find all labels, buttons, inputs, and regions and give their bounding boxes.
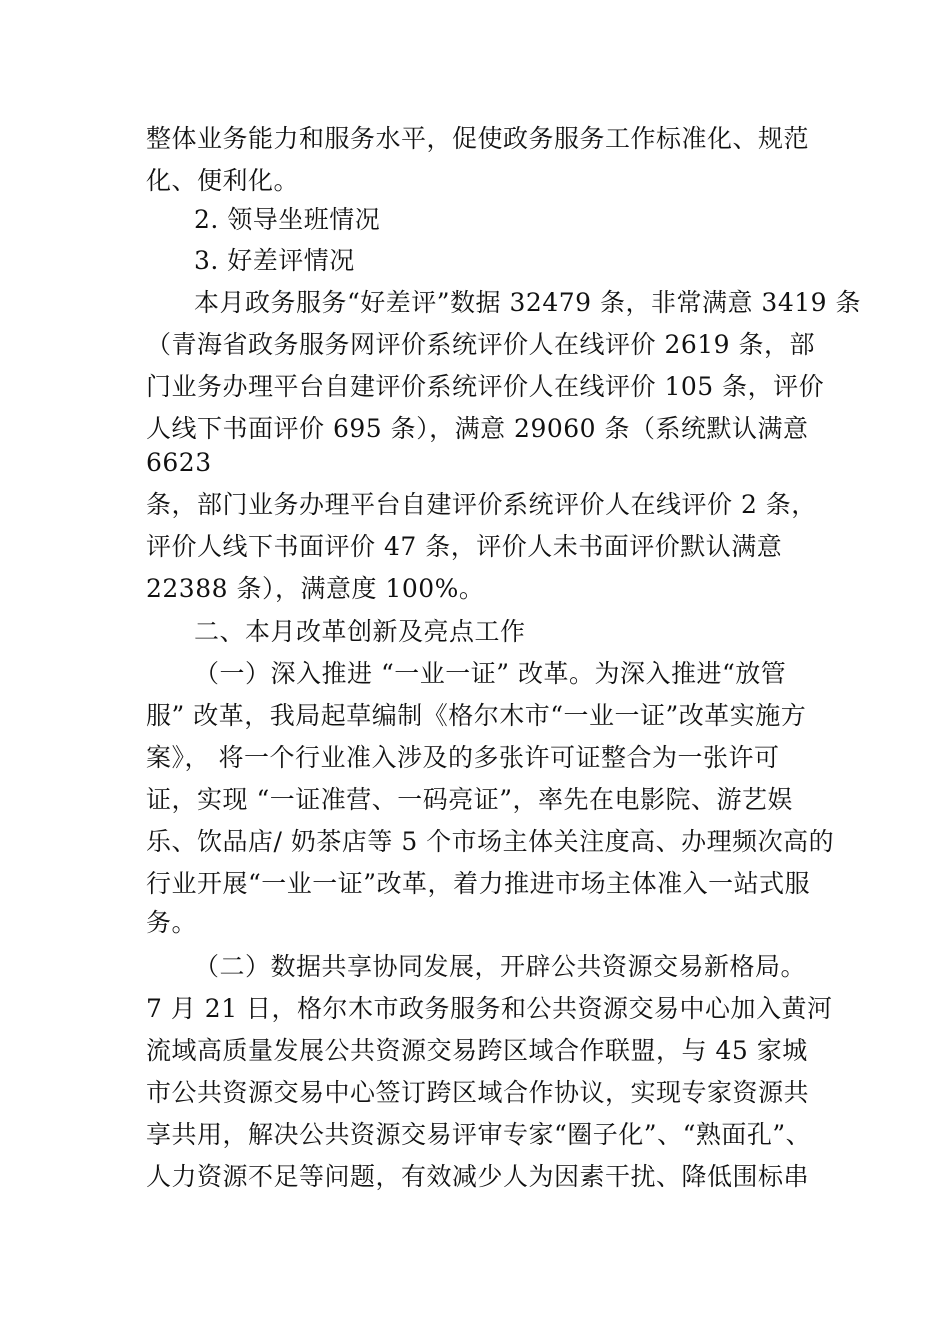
text-line: 6623	[146, 448, 212, 477]
text-line: 流域高质量发展公共资源交易跨区域合作联盟，与 45 家城	[146, 1036, 808, 1065]
text-line: 条，部门业务办理平台自建评价系统评价人在线评价 2 条，	[146, 490, 817, 519]
text-line: 7 月 21 日，格尔木市政务服务和公共资源交易中心加入黄河	[146, 994, 833, 1023]
text-line: 评价人线下书面评价 47 条，评价人未书面评价默认满意	[146, 532, 783, 561]
paragraph-first-line: 本月政务服务“好差评”数据 32479 条，非常满意 3419 条	[194, 288, 862, 317]
text-line: 市公共资源交易中心签订跨区域合作协议，实现专家资源共	[146, 1078, 810, 1107]
text-line: 人力资源不足等问题，有效减少人为因素干扰、降低围标串	[146, 1162, 810, 1191]
text-line: 案》， 将一个行业准入涉及的多张许可证整合为一张许可	[146, 743, 780, 772]
text-line: 门业务办理平台自建评价系统评价人在线评价 105 条，评价	[146, 372, 825, 401]
section-heading: 二、本月改革创新及亮点工作	[194, 617, 526, 646]
section-heading: 3. 好差评情况	[194, 246, 355, 275]
text-line: 务。	[146, 908, 198, 937]
text-line: （青海省政务服务网评价系统评价人在线评价 2619 条，部	[146, 330, 816, 359]
section-heading: 2. 领导坐班情况	[194, 205, 381, 234]
text-line: 整体业务能力和服务水平，促使政务服务工作标准化、规范	[146, 124, 810, 153]
text-line: 人线下书面评价 695 条），满意 29060 条（系统默认满意	[146, 414, 809, 443]
text-line: 乐、饮品店/ 奶茶店等 5 个市场主体关注度高、办理频次高的	[146, 827, 835, 856]
text-line: 证，实现 “一证准营、一码亮证”，率先在电影院、游艺娱	[146, 785, 794, 814]
text-line: 22388 条），满意度 100%。	[146, 574, 485, 603]
text-line: 化、便利化。	[146, 166, 300, 195]
text-line: 行业开展“一业一证”改革，着力推进市场主体准入一站式服	[146, 869, 811, 898]
paragraph-first-line: （一）深入推进 “一业一证” 改革。为深入推进“放管	[194, 659, 787, 688]
text-line: 服” 改革，我局起草编制《格尔木市“一业一证”改革实施方	[146, 701, 807, 730]
paragraph-first-line: （二）数据共享协同发展，开辟公共资源交易新格局。	[194, 952, 807, 981]
text-line: 享共用，解决公共资源交易评审专家“圈子化”、“熟面孔”、	[146, 1120, 812, 1149]
